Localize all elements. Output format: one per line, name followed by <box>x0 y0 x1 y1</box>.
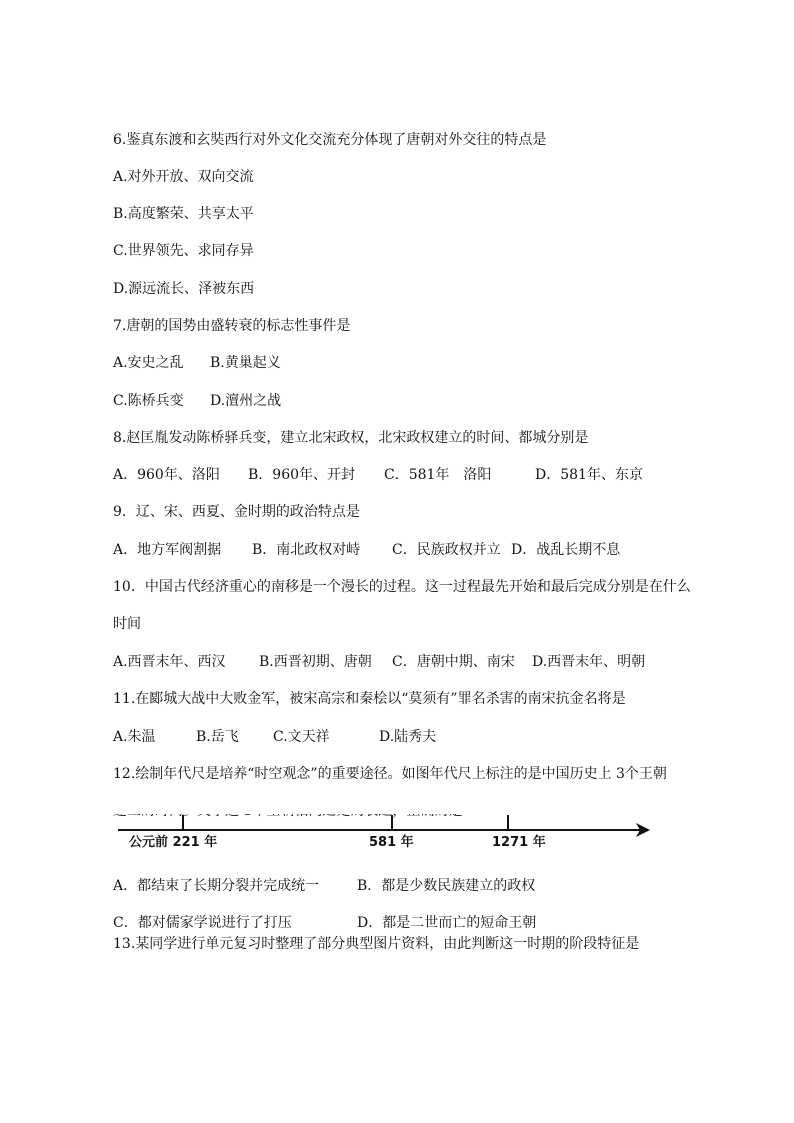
q9-option-d: D．战乱长期不息 <box>511 542 621 558</box>
q9-option-c: C．民族政权并立 <box>392 542 501 558</box>
q8-option-a: A．960年、洛阳 <box>113 467 220 483</box>
q7-option-d: D.澶州之战 <box>210 393 282 409</box>
q7-option-a: A.安史之乱 <box>113 355 184 371</box>
q8-option-b: B．960年、开封 <box>248 467 356 483</box>
q8-option-d: D．581年、东京 <box>535 467 643 483</box>
q6-stem: 6.鉴真东渡和玄奘西行对外文化交流充分体现了唐朝对外交往的特点是 <box>113 132 547 148</box>
q6-option-d: D.源远流长、泽被东西 <box>113 281 255 297</box>
q11-stem: 11.在郾城大战中大败金军，被宋高宗和秦桧以“莫须有”罪名杀害的南宋抗金名将是 <box>113 691 626 707</box>
timeline-label-1: 公元前 221 年 <box>129 835 218 850</box>
q11-option-b: B.岳飞 <box>196 729 239 745</box>
q12-stem-line1: 12.绘制年代尺是培养“时空观念”的重要途径。如图年代尺上标注的是中国历史上 3个王朝 <box>113 766 667 782</box>
q9-stem: 9．辽、宋、西夏、金时期的政治特点是 <box>113 504 360 520</box>
q11-option-a: A.朱温 <box>113 729 156 745</box>
q8-stem: 8.赵匡胤发动陈桥驿兵变，建立北宋政权，北宋政权建立的时间、都城分别是 <box>113 430 589 446</box>
q10-option-c: C．唐朝中期、南宋 <box>392 654 515 670</box>
timeline-label-3: 1271 年 <box>492 835 546 850</box>
q7-stem: 7.唐朝的国势由盛转衰的标志性事件是 <box>113 318 351 334</box>
timeline-ruler <box>0 800 794 860</box>
q11-option-d: D.陆秀夫 <box>379 729 437 745</box>
q10-option-b: B.西晋初期、唐朝 <box>259 654 372 670</box>
timeline-label-2: 581 年 <box>369 835 414 850</box>
q12-option-d: D．都是二世而亡的短命王朝 <box>357 915 537 931</box>
q9-option-b: B．南北政权对峙 <box>252 542 361 558</box>
q10-stem-line2: 时间 <box>113 616 141 632</box>
q6-option-b: B.高度繁荣、共享太平 <box>113 206 254 222</box>
q11-option-c: C.文天祥 <box>273 729 330 745</box>
q6-option-c: C.世界领先、求同存异 <box>113 243 254 259</box>
q10-option-a: A.西晋末年、西汉 <box>113 654 226 670</box>
q13-stem: 13.某同学进行单元复习时整理了部分典型图片资料，由此判断这一时期的阶段特征是 <box>113 936 640 952</box>
q10-option-d: D.西晋末年、明朝 <box>532 654 646 670</box>
q6-option-a: A.对外开放、双向交流 <box>113 169 254 185</box>
q9-option-a: A．地方军阀割据 <box>113 542 222 558</box>
q12-option-c: C．都对儒家学说进行了打压 <box>113 915 292 931</box>
q7-option-c: C.陈桥兵变 <box>113 393 184 409</box>
q8-option-c: C．581年 洛阳 <box>384 467 492 483</box>
q12-option-a: A．都结束了长期分裂并完成统一 <box>113 878 320 894</box>
q10-stem-line1: 10．中国古代经济重心的南移是一个漫长的过程。这一过程最先开始和最后完成分别是在什么 <box>113 579 691 595</box>
q12-option-b: B．都是少数民族建立的政权 <box>357 878 536 894</box>
q7-option-b: B.黄巢起义 <box>210 355 281 371</box>
